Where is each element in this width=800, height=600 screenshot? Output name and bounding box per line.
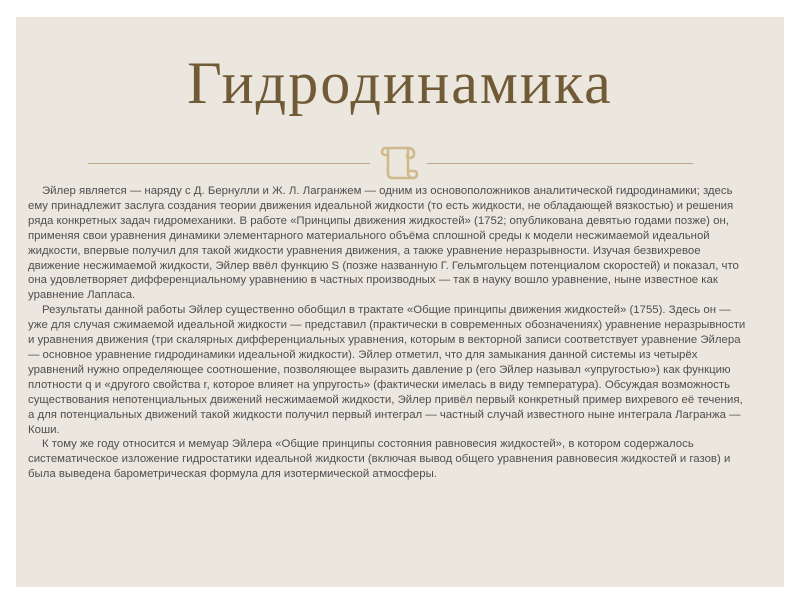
title-divider-left — [88, 163, 370, 164]
paragraph: Эйлер является — наряду с Д. Бернулли и Ж. Л. Лагранжем — одним из основоположников аналитической гидродинамики; здесь ему принадлежит заслуга создания теории движения идеальной жидкости (то есть жидкости, не обладающей вязкостью) и решения ряда конкретных задач гидромеханики. В работе «Принципы движения жидкостей» (1752; опубликована девятью годами позже) он, применяя свои уравнения динамики элементарного материального объёма сплошной среды к модели несжимаемой идеальной жидкости, впервые получил для такой жидкости уравнения движения, а также уравнение неразрывности. Изучая безвихревое движение несжимаемой жидкости, Эйлер ввёл функцию S (позже названную Г. Гельмгольцем потенциалом скоростей) и показал, что она удовлетворяет дифференциальному уравнению в частных производных — так в науку вошло уравнение, ныне известное как уравнение Лапласа. — [28, 185, 739, 302]
paragraph: Результаты данной работы Эйлер существенно обобщил в трактате «Общие принципы движения жидкостей» (1755). Здесь он — уже для случая сжимаемой идеальной жидкости — представил (практически в современных обозначениях) уравнение неразрывности и уравнения движения (три скалярных дифференциальных уравнения, которым в векторной записи соответствует уравнение Эйлера — основное уравнение гидродинамики идеальной жидкости). Эйлер отметил, что для замыкания данной системы из четырёх уравнений нужно определяющее соотношение, позволяющее выразить давление p (его Эйлер называл «упругостью») как функцию плотности q и «другого свойства r, которое влияет на упругость» (фактически имелась в виду температура). Обсуждая возможность существования непотенциальных движений несжимаемой жидкости, Эйлер привёл первый конкретный пример вихревого её течения, а для потенциальных движений такой жидкости получил первый интеграл — частный случай известного ныне интеграла Лагранжа — Коши. — [28, 304, 746, 436]
body-text — [28, 184, 748, 482]
paragraph: К тому же году относится и мемуар Эйлера «Общие принципы состояния равновесия жидкостей», в котором содержалось систематическое изложение гидростатики идеальной жидкости (включая вывод общего уравнения равновесия жидкостей и газов) и была выведена барометрическая формула для изотермической атмосферы. — [28, 438, 731, 481]
scroll-ornament-icon — [378, 140, 422, 184]
title-divider-right — [427, 163, 693, 164]
slide-title: Гидродинамика — [187, 50, 613, 116]
